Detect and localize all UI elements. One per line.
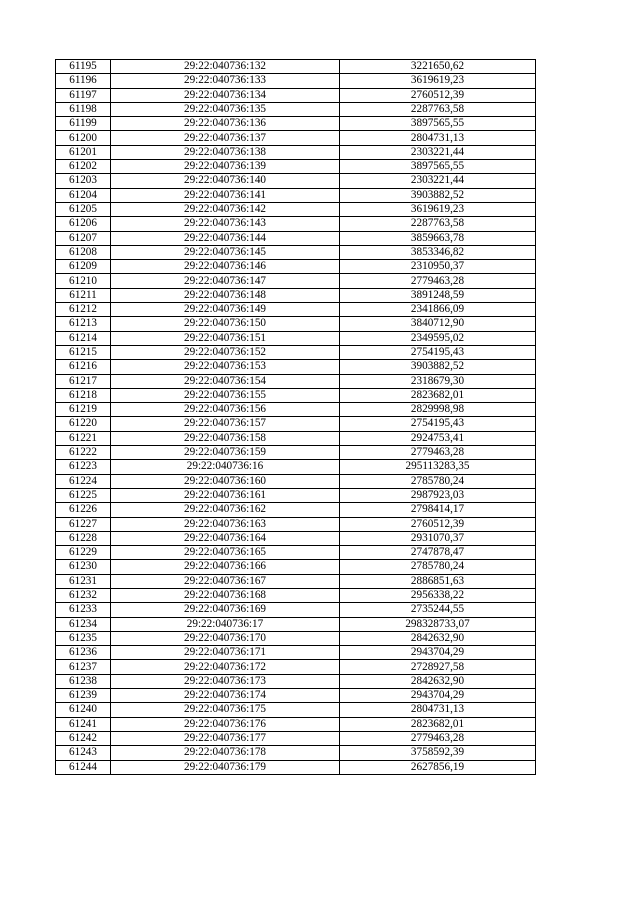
cadastral-number-cell: 29:22:040736:157: [111, 417, 340, 431]
table-row: [56, 217, 536, 231]
cadastral-number-cell: 29:22:040736:146: [111, 260, 340, 274]
row-number-cell: 61234: [56, 617, 111, 631]
value-cell: 3619619,23: [340, 74, 536, 88]
cadastral-number-cell: 29:22:040736:135: [111, 102, 340, 116]
value-cell: 3840712,90: [340, 317, 536, 331]
row-number-cell: 61228: [56, 531, 111, 545]
value-cell: 2349595,02: [340, 331, 536, 345]
row-number-cell: 61212: [56, 303, 111, 317]
table-row: [56, 388, 536, 402]
row-number-cell: 61197: [56, 88, 111, 102]
row-number-cell: 61242: [56, 731, 111, 745]
row-number-cell: 61237: [56, 660, 111, 674]
cadastral-number-cell: 29:22:040736:163: [111, 517, 340, 531]
row-number-cell: 61217: [56, 374, 111, 388]
table-row: [56, 117, 536, 131]
row-number-cell: 61235: [56, 631, 111, 645]
value-cell: 2627856,19: [340, 760, 536, 774]
row-number-cell: 61239: [56, 689, 111, 703]
cadastral-number-cell: 29:22:040736:136: [111, 117, 340, 131]
cadastral-number-cell: 29:22:040736:148: [111, 288, 340, 302]
row-number-cell: 61240: [56, 703, 111, 717]
value-cell: 2823682,01: [340, 388, 536, 402]
row-number-cell: 61229: [56, 546, 111, 560]
row-number-cell: 61204: [56, 188, 111, 202]
value-cell: 2341866,09: [340, 303, 536, 317]
row-number-cell: 61211: [56, 288, 111, 302]
cadastral-number-cell: 29:22:040736:171: [111, 646, 340, 660]
row-number-cell: 61220: [56, 417, 111, 431]
cadastral-number-cell: 29:22:040736:158: [111, 431, 340, 445]
value-cell: 2943704,29: [340, 689, 536, 703]
cadastral-number-cell: 29:22:040736:144: [111, 231, 340, 245]
cadastral-number-cell: 29:22:040736:154: [111, 374, 340, 388]
value-cell: 2823682,01: [340, 717, 536, 731]
row-number-cell: 61218: [56, 388, 111, 402]
row-number-cell: 61215: [56, 345, 111, 359]
value-cell: 2987923,03: [340, 488, 536, 502]
table-row: [56, 288, 536, 302]
table-row: [56, 689, 536, 703]
value-cell: 298328733,07: [340, 617, 536, 631]
table-row: [56, 60, 536, 74]
row-number-cell: 61205: [56, 202, 111, 216]
table-row: [56, 603, 536, 617]
row-number-cell: 61209: [56, 260, 111, 274]
value-cell: 3221650,62: [340, 60, 536, 74]
row-number-cell: 61195: [56, 60, 111, 74]
table-row: [56, 446, 536, 460]
value-cell: 2760512,39: [340, 517, 536, 531]
row-number-cell: 61241: [56, 717, 111, 731]
row-number-cell: 61225: [56, 488, 111, 502]
table-row: [56, 145, 536, 159]
cadastral-number-cell: 29:22:040736:179: [111, 760, 340, 774]
cadastral-number-cell: 29:22:040736:161: [111, 488, 340, 502]
value-cell: 2735244,55: [340, 603, 536, 617]
cadastral-number-cell: 29:22:040736:143: [111, 217, 340, 231]
row-number-cell: 61202: [56, 160, 111, 174]
cadastral-number-cell: 29:22:040736:16: [111, 460, 340, 474]
table-row: [56, 245, 536, 259]
cadastral-number-cell: 29:22:040736:173: [111, 674, 340, 688]
value-cell: 3853346,82: [340, 245, 536, 259]
row-number-cell: 61224: [56, 474, 111, 488]
cadastral-number-cell: 29:22:040736:164: [111, 531, 340, 545]
table-row: [56, 617, 536, 631]
cadastral-number-cell: 29:22:040736:145: [111, 245, 340, 259]
cadastral-number-cell: 29:22:040736:132: [111, 60, 340, 74]
cadastral-number-cell: 29:22:040736:169: [111, 603, 340, 617]
row-number-cell: 61198: [56, 102, 111, 116]
value-cell: 2804731,13: [340, 131, 536, 145]
row-number-cell: 61226: [56, 503, 111, 517]
table-row: [56, 202, 536, 216]
table-row: [56, 360, 536, 374]
value-cell: 2886851,63: [340, 574, 536, 588]
row-number-cell: 61244: [56, 760, 111, 774]
row-number-cell: 61222: [56, 446, 111, 460]
value-cell: 2785780,24: [340, 474, 536, 488]
table-row: [56, 160, 536, 174]
table-row: [56, 460, 536, 474]
table-row: [56, 546, 536, 560]
cadastral-number-cell: 29:22:040736:168: [111, 588, 340, 602]
row-number-cell: 61201: [56, 145, 111, 159]
value-cell: 3619619,23: [340, 202, 536, 216]
cadastral-number-cell: 29:22:040736:156: [111, 403, 340, 417]
row-number-cell: 61196: [56, 74, 111, 88]
table-row: [56, 188, 536, 202]
table-row: [56, 703, 536, 717]
row-number-cell: 61243: [56, 746, 111, 760]
row-number-cell: 61231: [56, 574, 111, 588]
cadastral-number-cell: 29:22:040736:165: [111, 546, 340, 560]
cadastral-number-cell: 29:22:040736:160: [111, 474, 340, 488]
cadastral-number-cell: 29:22:040736:170: [111, 631, 340, 645]
row-number-cell: 61213: [56, 317, 111, 331]
table-row: [56, 760, 536, 774]
table-row: [56, 560, 536, 574]
value-cell: 2956338,22: [340, 588, 536, 602]
cadastral-number-cell: 29:22:040736:166: [111, 560, 340, 574]
cadastral-number-cell: 29:22:040736:137: [111, 131, 340, 145]
cadastral-number-cell: 29:22:040736:167: [111, 574, 340, 588]
row-number-cell: 61208: [56, 245, 111, 259]
row-number-cell: 61219: [56, 403, 111, 417]
value-cell: 2318679,30: [340, 374, 536, 388]
cadastral-number-cell: 29:22:040736:141: [111, 188, 340, 202]
row-number-cell: 61200: [56, 131, 111, 145]
row-number-cell: 61214: [56, 331, 111, 345]
cadastral-number-cell: 29:22:040736:139: [111, 160, 340, 174]
table-row: [56, 431, 536, 445]
value-cell: 2303221,44: [340, 174, 536, 188]
value-cell: 3859663,78: [340, 231, 536, 245]
table-row: [56, 260, 536, 274]
table-row: [56, 74, 536, 88]
table-row: [56, 646, 536, 660]
cadastral-number-cell: 29:22:040736:138: [111, 145, 340, 159]
table-row: [56, 746, 536, 760]
table-row: [56, 674, 536, 688]
cadastral-number-cell: 29:22:040736:153: [111, 360, 340, 374]
value-cell: 2747878,47: [340, 546, 536, 560]
value-cell: 3903882,52: [340, 360, 536, 374]
value-cell: 3758592,39: [340, 746, 536, 760]
cadastral-number-cell: 29:22:040736:152: [111, 345, 340, 359]
value-cell: 2779463,28: [340, 274, 536, 288]
row-number-cell: 61221: [56, 431, 111, 445]
value-cell: 3897565,55: [340, 117, 536, 131]
table-row: [56, 131, 536, 145]
data-table: [55, 59, 536, 775]
value-cell: 2779463,28: [340, 731, 536, 745]
value-cell: 2779463,28: [340, 446, 536, 460]
value-cell: 3897565,55: [340, 160, 536, 174]
table-row: [56, 331, 536, 345]
table-row: [56, 588, 536, 602]
table-row: [56, 102, 536, 116]
table-row: [56, 88, 536, 102]
value-cell: 3903882,52: [340, 188, 536, 202]
cadastral-number-cell: 29:22:040736:140: [111, 174, 340, 188]
table-row: [56, 403, 536, 417]
value-cell: 2287763,58: [340, 102, 536, 116]
row-number-cell: 61203: [56, 174, 111, 188]
value-cell: 2943704,29: [340, 646, 536, 660]
cadastral-number-cell: 29:22:040736:155: [111, 388, 340, 402]
value-cell: 2931070,37: [340, 531, 536, 545]
value-cell: 2785780,24: [340, 560, 536, 574]
cadastral-number-cell: 29:22:040736:134: [111, 88, 340, 102]
cadastral-number-cell: 29:22:040736:149: [111, 303, 340, 317]
table-row: [56, 660, 536, 674]
table-row: [56, 417, 536, 431]
cadastral-number-cell: 29:22:040736:142: [111, 202, 340, 216]
table-row: [56, 488, 536, 502]
cadastral-number-cell: 29:22:040736:176: [111, 717, 340, 731]
value-cell: 2287763,58: [340, 217, 536, 231]
value-cell: 295113283,35: [340, 460, 536, 474]
table-row: [56, 174, 536, 188]
table-row: [56, 374, 536, 388]
table-row: [56, 517, 536, 531]
value-cell: 2310950,37: [340, 260, 536, 274]
table-row: [56, 717, 536, 731]
cadastral-number-cell: 29:22:040736:147: [111, 274, 340, 288]
row-number-cell: 61238: [56, 674, 111, 688]
cadastral-number-cell: 29:22:040736:151: [111, 331, 340, 345]
value-cell: 2728927,58: [340, 660, 536, 674]
value-cell: 2303221,44: [340, 145, 536, 159]
value-cell: 2804731,13: [340, 703, 536, 717]
row-number-cell: 61216: [56, 360, 111, 374]
table-row: [56, 574, 536, 588]
table-row: [56, 631, 536, 645]
row-number-cell: 61207: [56, 231, 111, 245]
table-row: [56, 231, 536, 245]
value-cell: 2924753,41: [340, 431, 536, 445]
value-cell: 2842632,90: [340, 631, 536, 645]
cadastral-number-cell: 29:22:040736:172: [111, 660, 340, 674]
row-number-cell: 61210: [56, 274, 111, 288]
row-number-cell: 61232: [56, 588, 111, 602]
cadastral-number-cell: 29:22:040736:150: [111, 317, 340, 331]
table-row: [56, 474, 536, 488]
cadastral-number-cell: 29:22:040736:178: [111, 746, 340, 760]
row-number-cell: 61199: [56, 117, 111, 131]
row-number-cell: 61223: [56, 460, 111, 474]
cadastral-number-cell: 29:22:040736:174: [111, 689, 340, 703]
table-row: [56, 503, 536, 517]
table-row: [56, 731, 536, 745]
cadastral-number-cell: 29:22:040736:175: [111, 703, 340, 717]
cadastral-number-cell: 29:22:040736:159: [111, 446, 340, 460]
table-body: [56, 60, 536, 775]
table-row: [56, 531, 536, 545]
cadastral-number-cell: 29:22:040736:162: [111, 503, 340, 517]
value-cell: 2754195,43: [340, 345, 536, 359]
value-cell: 2829998,98: [340, 403, 536, 417]
row-number-cell: 61227: [56, 517, 111, 531]
row-number-cell: 61230: [56, 560, 111, 574]
cadastral-number-cell: 29:22:040736:133: [111, 74, 340, 88]
value-cell: 2842632,90: [340, 674, 536, 688]
row-number-cell: 61236: [56, 646, 111, 660]
value-cell: 2760512,39: [340, 88, 536, 102]
row-number-cell: 61233: [56, 603, 111, 617]
value-cell: 2798414,17: [340, 503, 536, 517]
table-row: [56, 317, 536, 331]
row-number-cell: 61206: [56, 217, 111, 231]
table-row: [56, 303, 536, 317]
table-row: [56, 345, 536, 359]
value-cell: 2754195,43: [340, 417, 536, 431]
cadastral-number-cell: 29:22:040736:177: [111, 731, 340, 745]
table-row: [56, 274, 536, 288]
value-cell: 3891248,59: [340, 288, 536, 302]
cadastral-number-cell: 29:22:040736:17: [111, 617, 340, 631]
